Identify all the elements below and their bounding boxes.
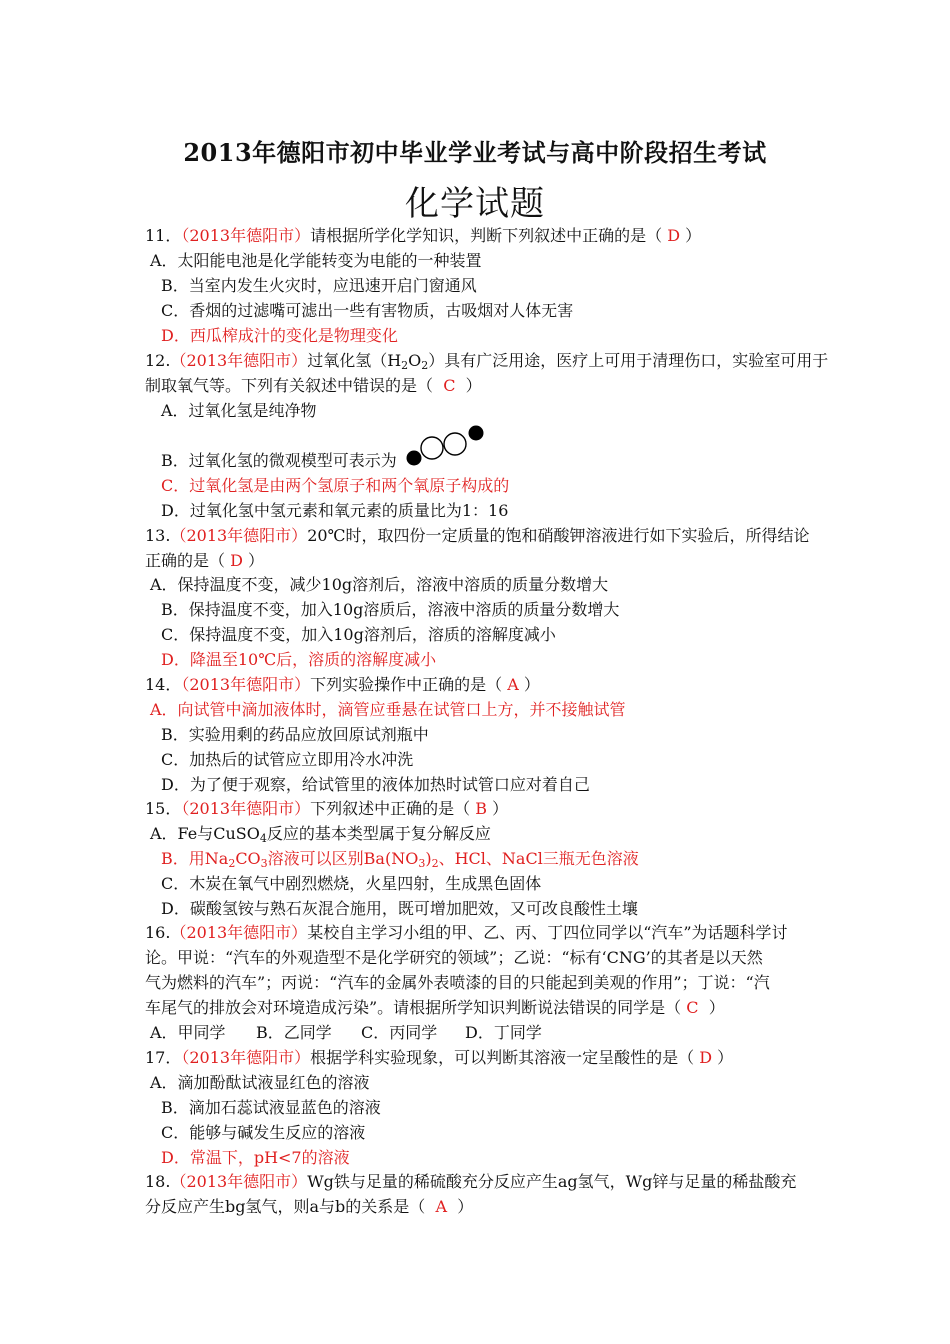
answer-12: C — [443, 376, 456, 395]
option-17-d: D．常温下，pH<7的溶液 — [161, 1148, 350, 1167]
oxygen-atom-icon — [421, 437, 443, 459]
question-12-stem: 12.（2013年德阳市）过氧化氢$(H_2O_2)$具有广泛用途，医疗上可用于清理伤口，实验室可用于 — [145, 351, 829, 372]
option-13-d: D．降温至10℃后，溶质的溶解度减小 — [161, 650, 437, 669]
question-18-stem-2: 分反应产生bg氢气，则a与b的关系是（ A ） — [145, 1197, 474, 1216]
option-13-c: C．保持温度不变，加入10g溶剂后，溶质的溶解度减小 — [161, 625, 556, 644]
oxygen-atom-icon — [444, 433, 466, 455]
document-title: 2013年德阳市初中毕业学业考试与高中阶段招生考试 — [183, 138, 767, 167]
option-15-c: C．木炭在氧气中剧烈燃烧，火星四射，生成黑色固体 — [161, 874, 542, 893]
option-14-a: A．向试管中滴加液体时，滴管应垂悬在试管口上方，并不接触试管 — [150, 700, 626, 719]
question-17-stem: 17．（2013年德阳市）根据学科实验现象，可以判断其溶液一定呈酸性的是（ D ） — [145, 1048, 734, 1067]
hydrogen-atom-icon — [469, 426, 484, 441]
option-15-b: B．用$Na_2CO_3$溶液可以区别$Ba(NO_3)_2$、HCl、NaCl三瓶无色溶液 — [161, 849, 639, 870]
h2o2-molecule-model-icon — [405, 424, 487, 468]
option-12-a: A．过氧化氢是纯净物 — [161, 401, 317, 420]
question-16-stem: 16.（2013年德阳市）某校自主学习小组的甲、乙、丙、丁四位同学以“汽车”为话题科学讨 — [145, 923, 788, 942]
question-16-stem-4: 车尾气的排放会对环境造成污染”。请根据所学知识判断说法错误的同学是（ C ） — [145, 998, 725, 1017]
hydrogen-atom-icon — [407, 451, 422, 466]
question-12-stem-2: 制取氧气等。下列有关叙述中错误的是（ C ） — [145, 376, 482, 395]
question-15-stem: 15．（2013年德阳市）下列叙述中正确的是（ B ） — [145, 799, 509, 818]
source-tag: （2013年德阳市） — [181, 226, 311, 245]
option-17-b: B．滴加石蕊试液显蓝色的溶液 — [161, 1098, 381, 1117]
option-17-c: C．能够与碱发生反应的溶液 — [161, 1123, 366, 1142]
option-12-d: D．过氧化氢中氢元素和氧元素的质量比为1：16 — [161, 501, 509, 520]
option-15-d: D．碳酸氢铵与熟石灰混合施用，既可增加肥效，又可改良酸性土壤 — [161, 899, 638, 918]
option-12-c: C．过氧化氢是由两个氢原子和两个氧原子构成的 — [161, 476, 510, 495]
option-16-b: B．乙同学 — [256, 1023, 332, 1042]
option-11-a: A．太阳能电池是化学能转变为电能的一种装置 — [150, 251, 482, 270]
option-12-b: B．过氧化氢的微观模型可表示为 — [161, 451, 397, 470]
question-16-stem-3: 气为燃料的汽车”；丙说：“汽车的金属外表喷漆的目的只能起到美观的作用”；丁说：“汽 — [145, 973, 770, 992]
document-subtitle: 化学试题 — [405, 184, 545, 224]
answer-15: B — [475, 799, 487, 818]
answer-16: C — [686, 998, 699, 1017]
option-16-d: D．丁同学 — [465, 1023, 542, 1042]
question-11-stem: 11．（2013年德阳市）请根据所学化学知识，判断下列叙述中正确的是（ D ） — [145, 226, 702, 245]
answer-14: A — [507, 675, 519, 694]
question-14-stem: 14．（2013年德阳市）下列实验操作中正确的是（ A ） — [145, 675, 540, 694]
question-18-stem: 18.（2013年德阳市）Wg铁与足量的稀硫酸充分反应产生ag氢气，Wg锌与足量的稀盐酸充 — [145, 1172, 797, 1191]
question-13-stem: 13.（2013年德阳市）20℃时，取四份一定质量的饱和硝酸钾溶液进行如下实验后，所得结论 — [145, 526, 810, 545]
option-11-c: C．香烟的过滤嘴可滤出一些有害物质，古吸烟对人体无害 — [161, 301, 574, 320]
option-16-c: C．丙同学 — [361, 1023, 438, 1042]
option-14-d: D．为了便于观察，给试管里的液体加热时试管口应对着自己 — [161, 775, 590, 794]
question-13-stem-2: 正确的是（ D ） — [145, 551, 265, 570]
answer-17: D — [699, 1048, 713, 1067]
option-14-c: C．加热后的试管应立即用冷水冲洗 — [161, 750, 414, 769]
option-14-b: B．实验用剩的药品应放回原试剂瓶中 — [161, 725, 429, 744]
option-11-d: D．西瓜榨成汁的变化是物理变化 — [161, 326, 398, 345]
answer-11: D — [667, 226, 681, 245]
option-15-a: A．Fe与CuSO$_4$反应的基本类型属于复分解反应 — [150, 824, 491, 845]
answer-18: A — [435, 1197, 448, 1216]
question-16-stem-2: 论。甲说：“汽车的外观造型不是化学研究的领域”；乙说：“标有‘CNG’的其者是以天然 — [145, 948, 763, 967]
answer-13: D — [230, 551, 243, 570]
option-13-a: A．保持温度不变，减少10g溶剂后，溶液中溶质的质量分数增大 — [150, 575, 609, 594]
option-13-b: B．保持温度不变，加入10g溶质后，溶液中溶质的质量分数增大 — [161, 600, 620, 619]
option-11-b: B．当室内发生火灾时，应迅速开启门窗通风 — [161, 276, 477, 295]
option-17-a: A．滴加酚酞试液显红色的溶液 — [150, 1073, 370, 1092]
option-16-a: A．甲同学 — [150, 1023, 226, 1042]
